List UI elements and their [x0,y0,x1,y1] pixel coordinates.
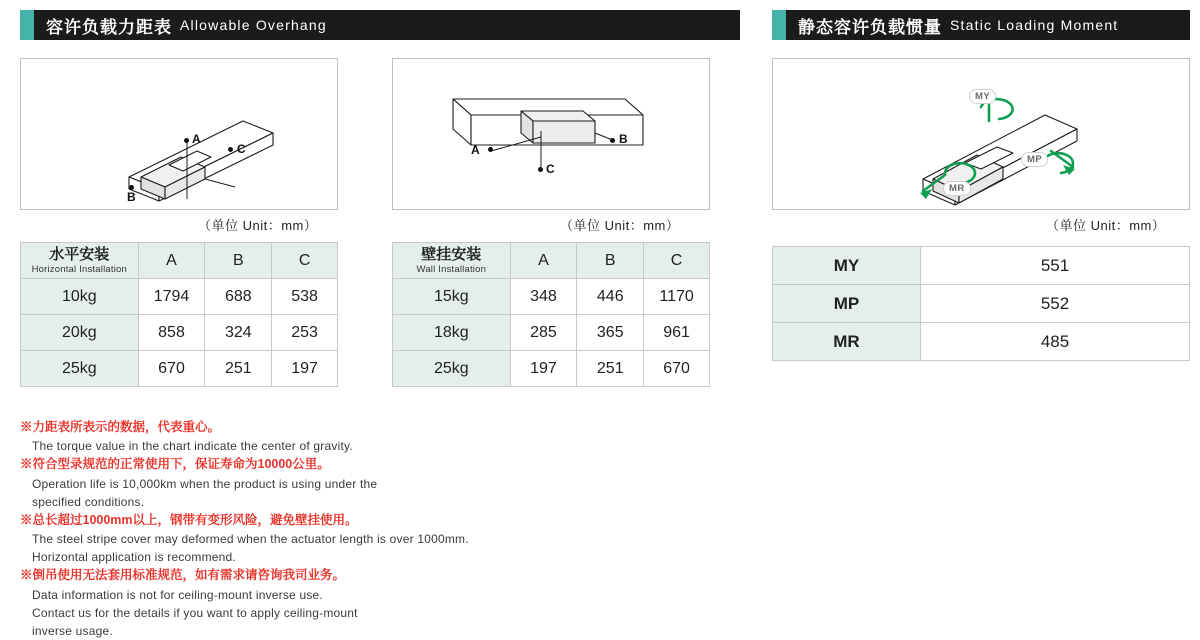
point-marker-a [488,147,493,152]
figure-label-a: A [192,132,201,146]
table-row [393,351,710,387]
cell-a: 858 [138,315,205,351]
row-label: 15kg [393,279,511,315]
actuator-diagram-horizontal [21,59,339,209]
section-title-cn: 静态容许负载惯量 [798,17,942,37]
table-row [393,279,710,315]
cell-b: 446 [577,279,644,315]
moment-key-mp: MP [773,285,921,323]
note-en-4-line-3: inverse usage. [32,623,113,638]
table-row [773,285,1190,323]
note-en-3-line-1: The steel stripe cover may deformed when the actuator length is over 1000mm. [32,532,469,547]
table-row [21,351,338,387]
note-en-3-line-2: Horizontal application is recommend. [32,550,236,565]
note-cn-1: ※力距表所表示的数据，代表重心。 [20,420,221,434]
cell-c: 670 [644,351,710,387]
cell-a: 348 [510,279,577,315]
row-label: 20kg [21,315,139,351]
table-row [773,247,1190,285]
table-header-row [393,243,710,279]
table-wall-installation [392,242,710,387]
cell-b: 251 [577,351,644,387]
point-marker-c [228,147,233,152]
table-header-title-cn: 水平安装 [49,246,110,263]
point-marker-c [538,167,543,172]
note-en-4-line-2: Contact us for the details if you want to apply ceiling-mount [32,605,358,620]
cell-b: 688 [205,279,272,315]
table-header-title-en: Wall Installation [416,264,487,275]
table-col-header-b: B [577,243,644,279]
note-cn-3: ※总长超过1000mm以上，钢带有变形风险，避免壁挂使用。 [20,512,358,527]
table-row [393,315,710,351]
point-marker-a [184,138,189,143]
moment-badge-mr: MR [943,181,971,196]
section-header-static-loading-moment [772,10,1190,40]
note-en-2-line-2: specified conditions. [32,494,145,509]
note-en-2-line-1: Operation life is 10,000km when the product is using under the [32,476,378,491]
figure-horizontal-installation [20,58,338,210]
table-header-title-cell [21,243,139,279]
unit-note-fig1: （单位 Unit：mm） [198,218,318,233]
cell-b: 324 [205,315,272,351]
section-title-cn: 容许负载力距表 [46,17,172,37]
note-en-1-line-1: The torque value in the chart indicate the center of gravity. [32,439,353,454]
table-col-header-c: C [644,243,710,279]
table-header-title-cell [393,243,511,279]
header-bar [786,10,1190,40]
accent-tick [772,10,786,40]
unit-note-fig2: （单位 Unit：mm） [560,218,680,233]
table-col-header-b: B [205,243,272,279]
cell-a: 1794 [138,279,205,315]
figure-wall-installation [392,58,710,210]
note-cn-4: ※倒吊使用无法套用标准规范，如有需求请咨询我司业务。 [20,568,346,583]
table-header-title-en: Horizontal Installation [31,264,128,275]
cell-a: 197 [510,351,577,387]
table-horizontal-installation [20,242,338,387]
table-row [21,279,338,315]
section-title-en: Static Loading Moment [950,17,1119,33]
cell-c: 1170 [644,279,710,315]
table-static-loading-moment [772,246,1190,361]
cell-b: 365 [577,315,644,351]
notes-block [20,418,720,640]
cell-a: 670 [138,351,205,387]
moment-value-mp: 552 [921,285,1190,323]
moment-value-my: 551 [921,247,1190,285]
figure-label-b: B [619,132,628,146]
note-cn-2: ※符合型录规范的正常使用下，保证寿命为10000公里。 [20,457,330,472]
table-header-row [21,243,338,279]
cell-c: 961 [644,315,710,351]
row-label: 25kg [393,351,511,387]
table-header-title-cn: 壁挂安装 [421,246,482,263]
moment-value-mr: 485 [921,323,1190,361]
cell-c: 197 [272,351,338,387]
header-bar [34,10,740,40]
table-col-header-a: A [510,243,577,279]
row-label: 18kg [393,315,511,351]
actuator-diagram-wall [393,59,711,209]
figure-static-loading-moment [772,58,1190,210]
cell-b: 251 [205,351,272,387]
moment-badge-my: MY [969,89,996,104]
point-marker-b [610,138,615,143]
cell-c: 538 [272,279,338,315]
moment-key-mr: MR [773,323,921,361]
table-row [773,323,1190,361]
table-col-header-a: A [138,243,205,279]
table-col-header-c: C [272,243,338,279]
moment-badge-mp: MP [1021,152,1048,167]
cell-a: 285 [510,315,577,351]
section-title-en: Allowable Overhang [180,17,327,33]
moment-key-my: MY [773,247,921,285]
unit-note-fig3: （单位 Unit：mm） [1046,218,1166,233]
section-header-allowable-overhang [20,10,740,40]
figure-label-a: A [471,143,480,157]
note-en-4-line-1: Data information is not for ceiling-mount inverse use. [32,587,323,602]
table-row [21,315,338,351]
row-label: 25kg [21,351,139,387]
figure-label-c: C [546,162,555,176]
figure-label-b: B [127,190,136,204]
figure-label-c: C [237,142,246,156]
cell-c: 253 [272,315,338,351]
actuator-diagram-moment [773,59,1191,209]
accent-tick [20,10,34,40]
row-label: 10kg [21,279,139,315]
